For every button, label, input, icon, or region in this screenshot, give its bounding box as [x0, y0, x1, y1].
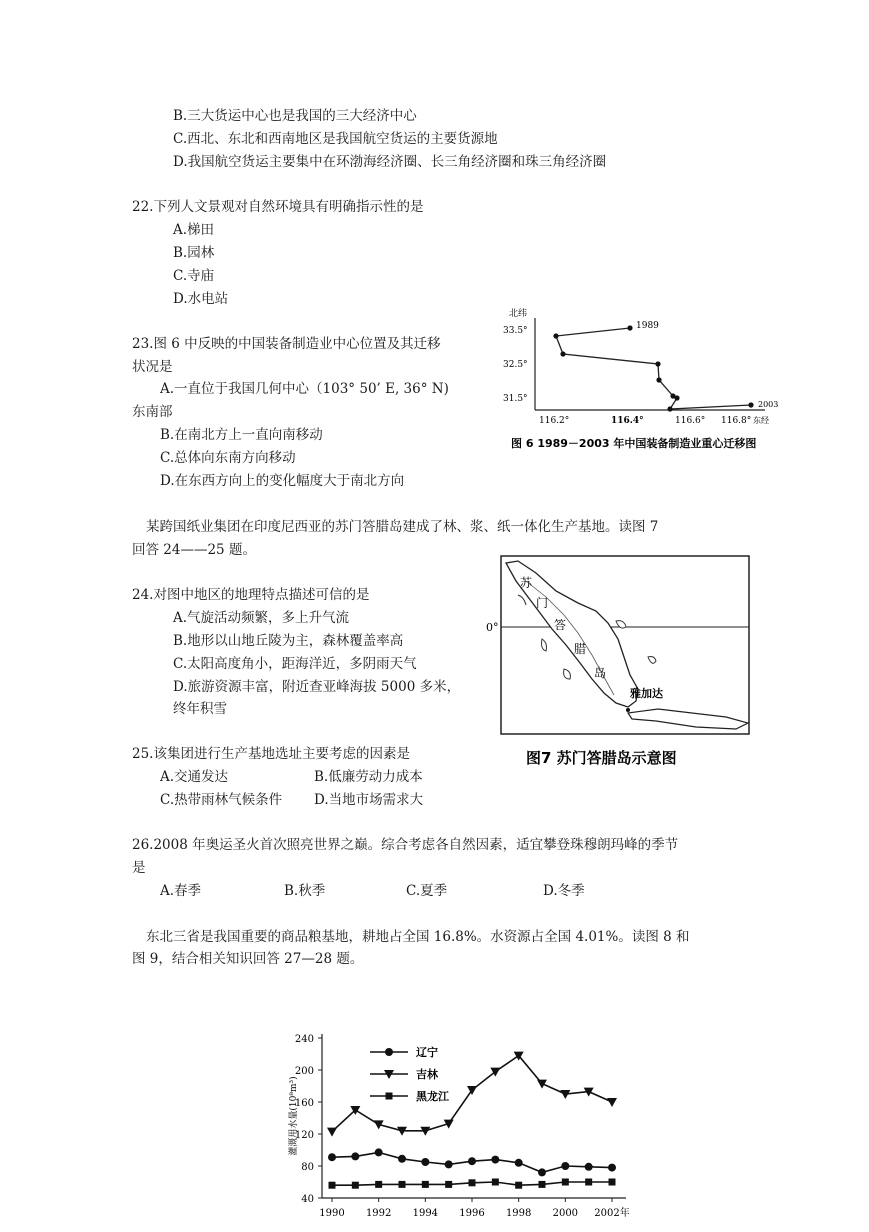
q23-option-a: A.一直位于我国几何中心（103° 50’ E, 36° N)	[160, 381, 449, 397]
chart-data-point	[398, 1155, 406, 1163]
intro-24-25-cont: 回答 24——25 题。	[132, 542, 256, 558]
chart-legend-marker	[386, 1093, 393, 1100]
fig6-x-tick: 116.6°	[675, 416, 706, 426]
q25-stem: 25.该集团进行生产基地选址主要考虑的因素是	[132, 746, 410, 762]
chart-x-tick-label: 2002年	[594, 1208, 630, 1219]
intro-24-25: 某跨国纸业集团在印度尼西亚的苏门答腊岛建成了林、浆、纸一体化生产基地。读图 7	[146, 519, 659, 535]
chart-data-point	[515, 1159, 523, 1167]
chart-data-point	[537, 1080, 547, 1089]
fig6-migration-path	[556, 328, 751, 409]
q22-option-b: B.园林	[173, 245, 215, 261]
chart-x-ticks	[319, 1198, 629, 1219]
fig7-island-char: 苏	[520, 576, 533, 590]
fig7-caption: 图7 苏门答腊岛示意图	[526, 749, 677, 767]
chart-y-tick-label: 200	[294, 1066, 314, 1077]
q24-option-d-cont: 终年积雪	[173, 701, 227, 717]
fig6-end-label: 2003	[758, 400, 779, 409]
q26-stem: 26.2008 年奥运圣火首次照亮世界之巅。综合考虑各自然因素，适宜攀登珠穆朗玛峰的季节	[132, 837, 679, 853]
chart-data-point	[561, 1162, 569, 1170]
fig6-x-axis-label: 东经	[753, 416, 769, 425]
chart-data-point	[399, 1181, 406, 1188]
fig7-island-char: 答	[554, 618, 567, 632]
chart-data-point	[608, 1164, 616, 1172]
q24-option-d: D.旅游资源丰富，附近查亚峰海拔 5000 多米，	[173, 679, 461, 695]
q23-option-d: D.在东西方向上的变化幅度大于南北方向	[160, 473, 405, 489]
chart-y-axis-label: 灌溉用水量(10⁸m³)	[289, 1076, 299, 1156]
q23-option-c: C.总体向东南方向移动	[160, 450, 296, 466]
chart-data-point	[539, 1181, 546, 1188]
figure-6	[497, 306, 787, 456]
q26-option-c: C.夏季	[406, 883, 448, 899]
fig6-y-tick: 32.5°	[503, 360, 528, 370]
chart-data-point	[515, 1182, 522, 1189]
chart-legend-label: 辽宁	[416, 1046, 438, 1059]
q24-option-b: B.地形以山地丘陵为主，森林覆盖率高	[173, 633, 404, 649]
chart-legend-label: 吉林	[416, 1068, 438, 1081]
fig6-points	[553, 325, 753, 411]
q21-option-c: C.西北、东北和西南地区是我国航空货运的主要货源地	[173, 131, 498, 147]
q23-stem: 23.图 6 中反映的中国装备制造业中心位置及其迁移	[132, 336, 441, 352]
chart-x-tick-label: 1998	[505, 1208, 532, 1219]
fig6-y-axis-label: 北纬	[509, 309, 528, 319]
chart-data-point	[492, 1179, 499, 1186]
chart-data-point	[351, 1152, 359, 1160]
chart-x-tick-label: 1990	[319, 1208, 345, 1219]
figure-7	[486, 553, 756, 771]
fig6-point	[655, 361, 660, 366]
q26-option-d: D.冬季	[543, 883, 585, 899]
q26-option-b: B.秋季	[284, 883, 326, 899]
fig7-island-char: 门	[536, 596, 549, 610]
fig7-island-char: 岛	[594, 666, 607, 680]
chart-y-tick-label: 240	[294, 1034, 314, 1045]
chart-y-tick-label: 120	[294, 1130, 314, 1141]
q25-option-c: C.热带雨林气候条件	[160, 792, 283, 808]
chart-data-point	[585, 1163, 593, 1171]
fig6-point	[667, 406, 672, 411]
fig6-y-tick: 31.5°	[503, 394, 528, 404]
chart-data-point	[328, 1153, 336, 1161]
chart-data-point	[491, 1156, 499, 1164]
q23-option-b: B.在南北方上一直向南移动	[160, 427, 323, 443]
fig6-y-tick: 33.5°	[503, 326, 528, 336]
q24-option-c: C.太阳高度角小，距海洋近，多阴雨天气	[173, 656, 417, 672]
chart-legend-label: 黑龙江	[416, 1090, 449, 1103]
chart-data-point	[560, 1090, 570, 1099]
q25-option-d: D.当地市场需求大	[314, 792, 424, 808]
chart-data-point	[375, 1181, 382, 1188]
q25-option-b: B.低廉劳动力成本	[314, 769, 423, 785]
fig7-island-char: 腊	[574, 642, 587, 656]
fig7-city-label: 雅加达	[630, 687, 663, 700]
jakarta-marker	[626, 708, 630, 712]
q26-option-a: A.春季	[160, 883, 202, 899]
q22-stem: 22.下列人文景观对自然环境具有明确指示性的是	[132, 199, 424, 215]
q24-option-a: A.气旋活动频繁，多上升气流	[173, 610, 350, 626]
chart-data-point	[421, 1158, 429, 1166]
chart-data-point	[469, 1179, 476, 1186]
chart-data-point	[445, 1181, 452, 1188]
fig6-point	[627, 325, 632, 330]
chart-legend	[370, 1045, 450, 1103]
chart-data-point	[468, 1157, 476, 1165]
q22-option-c: C.寺庙	[173, 268, 215, 284]
fig6-x-tick: 116.4°	[611, 416, 644, 426]
chart-data-point	[562, 1179, 569, 1186]
fig6-point	[656, 377, 661, 382]
chart-data-point	[609, 1179, 616, 1186]
intro-27-28-cont: 图 9，结合相关知识回答 27—28 题。	[132, 951, 364, 967]
chart-data-point	[445, 1160, 453, 1168]
chart-data-point	[352, 1182, 359, 1189]
q23-option-a-cont: 东南部	[132, 404, 173, 420]
q24-stem: 24.对图中地区的地理特点描述可信的是	[132, 587, 370, 603]
fig6-x-tick: 116.2°	[539, 416, 570, 426]
chart-data-point	[329, 1182, 336, 1189]
chart-x-tick-label: 1992	[365, 1208, 392, 1219]
chart-data-point	[538, 1168, 546, 1176]
chart-x-tick-label: 1994	[412, 1208, 439, 1219]
figure-8-chart	[274, 1024, 644, 1228]
q26-stem-cont: 是	[132, 860, 146, 876]
fig6-x-tick: 116.8°	[721, 416, 752, 426]
chart-legend-marker	[385, 1048, 393, 1056]
fig6-point	[748, 402, 753, 407]
q21-option-d: D.我国航空货运主要集中在环渤海经济圈、长三角经济圈和珠三角经济圈	[173, 154, 607, 170]
fig6-point	[560, 351, 565, 356]
fig6-point	[553, 333, 558, 338]
q22-option-d: D.水电站	[173, 291, 229, 307]
chart-y-tick-label: 40	[301, 1194, 314, 1205]
chart-data-point	[327, 1128, 337, 1137]
chart-data-point	[422, 1181, 429, 1188]
chart-data-point	[585, 1179, 592, 1186]
fig6-point	[674, 395, 679, 400]
fig6-caption: 图 6 1989－2003 年中国装备制造业重心迁移图	[511, 437, 757, 450]
q22-option-a: A.梯田	[173, 222, 215, 238]
chart-x-tick-label: 2000	[552, 1208, 579, 1219]
chart-series	[327, 1052, 617, 1189]
q25-option-a: A.交通发达	[160, 769, 229, 785]
chart-y-tick-label: 80	[301, 1162, 314, 1173]
chart-data-point	[375, 1148, 383, 1156]
chart-data-point	[607, 1098, 617, 1107]
fig7-equator-label: 0°	[486, 621, 499, 634]
fig6-start-label: 1989	[636, 321, 659, 331]
q21-option-b: B.三大货运中心也是我国的三大经济中心	[173, 108, 417, 124]
q23-stem-cont: 状况是	[132, 359, 173, 375]
chart-x-tick-label: 1996	[459, 1208, 485, 1219]
chart-y-tick-label: 160	[294, 1098, 314, 1109]
intro-27-28: 东北三省是我国重要的商品粮基地，耕地占全国 16.8%。水资源占全国 4.01%。读图 8 和	[146, 929, 690, 945]
